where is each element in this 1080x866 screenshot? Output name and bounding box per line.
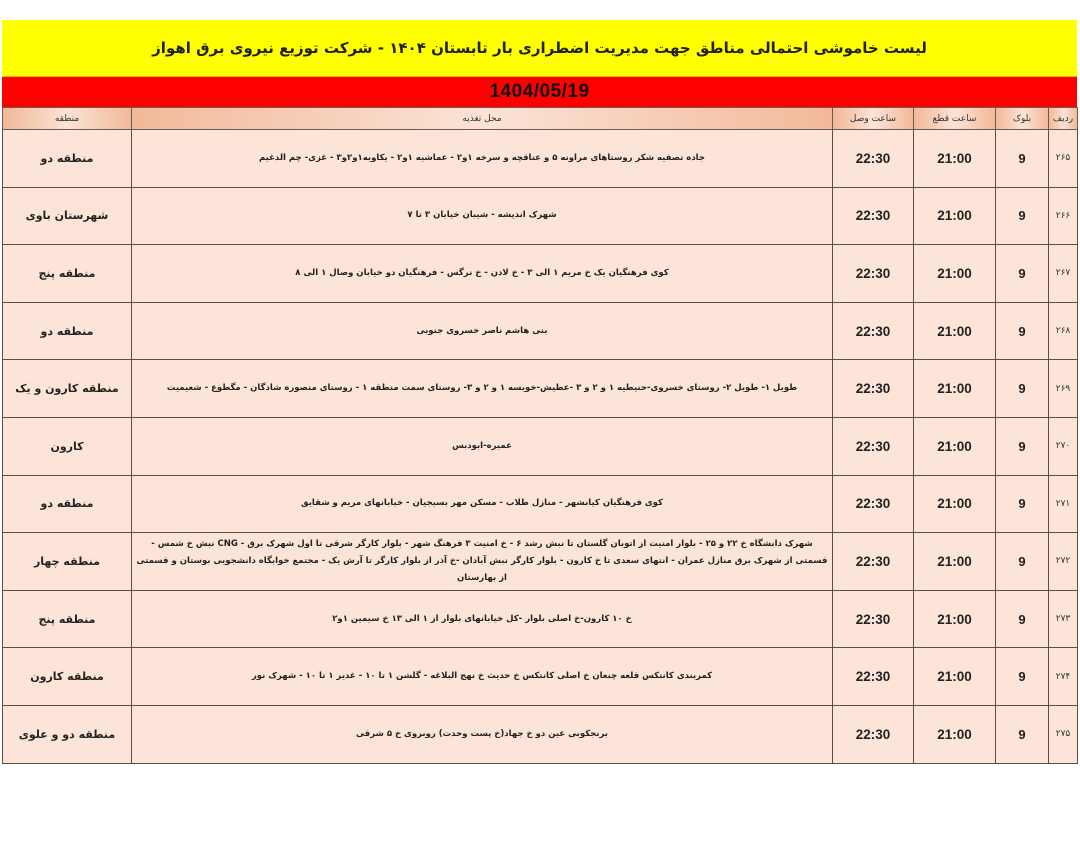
- table-cell-location: برنجکوبی عین دو خ جهاد(خ پست وحدت) روبروی خ ۵ شرقی: [132, 705, 833, 763]
- table-row: [3, 417, 1078, 475]
- table-cell-block: 9: [996, 302, 1049, 360]
- table-row: [3, 360, 1078, 418]
- table-cell-location: شهرک اندیشه - شیبان خیابان ۳ تا ۷: [132, 187, 833, 245]
- table-cell-row-number: ۲۶۶: [1049, 187, 1078, 245]
- table-cell-off-time: 21:00: [914, 417, 996, 475]
- table-cell-block: 9: [996, 533, 1049, 591]
- table-cell-on-time: 22:30: [833, 648, 914, 706]
- table-cell-on-time: 22:30: [833, 533, 914, 591]
- table-cell-off-time: 21:00: [914, 648, 996, 706]
- table-cell-off-time: 21:00: [914, 705, 996, 763]
- table-cell-off-time: 21:00: [914, 475, 996, 533]
- table-cell-off-time: 21:00: [914, 590, 996, 648]
- table-cell-row-number: ۲۶۹: [1049, 360, 1078, 418]
- title-banner: [2, 20, 1077, 77]
- table-cell-on-time: 22:30: [833, 245, 914, 303]
- header-location: محل تغذیه: [132, 108, 833, 130]
- table-cell-off-time: 21:00: [914, 360, 996, 418]
- table-cell-region: منطقه دو و علوی: [3, 705, 132, 763]
- table-cell-on-time: 22:30: [833, 705, 914, 763]
- table-cell-block: 9: [996, 245, 1049, 303]
- header-on-time: ساعت وصل: [833, 108, 914, 130]
- table-cell-off-time: 21:00: [914, 302, 996, 360]
- table-row: [3, 187, 1078, 245]
- table-cell-location: کمربندی کانتکس قلعه چنعان خ اصلی کانتکس خ حدیث خ نهج البلاغه - گلشن ۱ تا ۱۰ - غدیر ۱ تا ۱۰ - شهرک نور: [132, 648, 833, 706]
- table-row: [3, 245, 1078, 303]
- table-cell-region: منطقه دو: [3, 302, 132, 360]
- table-row: [3, 475, 1078, 533]
- table-cell-on-time: 22:30: [833, 302, 914, 360]
- table-cell-block: 9: [996, 590, 1049, 648]
- table-cell-region: منطقه کارون: [3, 648, 132, 706]
- table-cell-block: 9: [996, 360, 1049, 418]
- table-cell-on-time: 22:30: [833, 360, 914, 418]
- table-cell-block: 9: [996, 130, 1049, 188]
- table-cell-region: منطقه پنج: [3, 245, 132, 303]
- header-off-time: ساعت قطع: [914, 108, 996, 130]
- table-cell-row-number: ۲۷۱: [1049, 475, 1078, 533]
- table-row: [3, 705, 1078, 763]
- table-cell-region: منطقه دو: [3, 475, 132, 533]
- table-cell-row-number: ۲۷۵: [1049, 705, 1078, 763]
- table-cell-location: کوی فرهنگیان یک خ مریم ۱ الی ۳ - خ لادن - خ نرگس - فرهنگیان دو خیابان وصال ۱ الی ۸: [132, 245, 833, 303]
- table-cell-location: بنی هاشم ناصر خسروی جنوبی: [132, 302, 833, 360]
- table-cell-off-time: 21:00: [914, 245, 996, 303]
- table-cell-block: 9: [996, 705, 1049, 763]
- table-row: [3, 590, 1078, 648]
- table-cell-region: منطقه کارون و یک: [3, 360, 132, 418]
- table-cell-off-time: 21:00: [914, 130, 996, 188]
- table-cell-block: 9: [996, 187, 1049, 245]
- table-row: [3, 302, 1078, 360]
- table-row: [3, 130, 1078, 188]
- table-cell-off-time: 21:00: [914, 187, 996, 245]
- table-row: [3, 533, 1078, 591]
- table-cell-row-number: ۲۷۳: [1049, 590, 1078, 648]
- outage-table: [2, 107, 1078, 764]
- table-cell-region: منطقه دو: [3, 130, 132, 188]
- table-cell-location: عمیره-ابودبس: [132, 417, 833, 475]
- table-cell-row-number: ۲۷۴: [1049, 648, 1078, 706]
- table-cell-on-time: 22:30: [833, 590, 914, 648]
- table-cell-block: 9: [996, 417, 1049, 475]
- table-cell-region: کارون: [3, 417, 132, 475]
- table-header-row: [3, 108, 1078, 130]
- table-cell-location: کوی فرهنگیان کیانشهر - منازل طلاب - مسکن مهر بسیجیان - خیابانهای مریم و شقایق: [132, 475, 833, 533]
- document-title: لیست خاموشی احتمالی مناطق جهت مدیریت اضطراری بار تابستان ۱۴۰۴ - شرکت توزیع نیروی برق اهواز: [152, 39, 927, 57]
- table-cell-on-time: 22:30: [833, 417, 914, 475]
- date-banner: [2, 77, 1077, 107]
- table-cell-row-number: ۲۷۲: [1049, 533, 1078, 591]
- table-cell-block: 9: [996, 475, 1049, 533]
- table-cell-region: شهرستان باوی: [3, 187, 132, 245]
- table-cell-row-number: ۲۶۷: [1049, 245, 1078, 303]
- table-cell-location: طویل ۱- طویل ۲- روستای خسروی-حنیطیه ۱ و ۲ و ۳ -عطیش-خویسه ۱ و ۲ و ۳- روستای سمت منطقه ۱ - روستای منصوره شادگان - مگطوع - شعیمیت: [132, 360, 833, 418]
- table-cell-location: شهرک دانشگاه خ ۲۲ و ۲۵ - بلوار امنیت از اتوبان گلستان تا نبش رشد ۶ - خ امنیت ۳ فرهنگ شهر - بلوار کارگر شرقی تا اول شهرک برق - CNG نبش خ شمس - قسمتی از شهرک برق منازل عمران - انتهای سعدی تا خ کارون - بلوار کارگر نبش آبادان -خ آذر از بلوار کارگر تا آرش یک - مجتمع خوابگاه دانشجویی بوستان و قسمتی از بهارستان: [132, 533, 833, 591]
- table-cell-region: منطقه پنج: [3, 590, 132, 648]
- document-date: 1404/05/19: [489, 81, 590, 102]
- table-cell-on-time: 22:30: [833, 187, 914, 245]
- table-cell-location: جاده تصفیه شکر روستاهای مراونه ۵ و عناقچه و سرخه ۱و۲ - عماشیه ۱و۲ - یکاویه۱و۲و۳ - غزی- چم الدغیم: [132, 130, 833, 188]
- header-row-number: ردیف: [1049, 108, 1078, 130]
- table-cell-on-time: 22:30: [833, 475, 914, 533]
- table-cell-location: خ ۱۰ کارون-خ اصلی بلوار -کل خیابانهای بلوار از ۱ الی ۱۳ خ سیمین ۱و۲: [132, 590, 833, 648]
- header-region: منطقه: [3, 108, 132, 130]
- table-cell-region: منطقه چهار: [3, 533, 132, 591]
- table-cell-row-number: ۲۶۵: [1049, 130, 1078, 188]
- outage-sheet: [2, 20, 1077, 764]
- table-cell-row-number: ۲۷۰: [1049, 417, 1078, 475]
- table-row: [3, 648, 1078, 706]
- table-cell-block: 9: [996, 648, 1049, 706]
- table-cell-off-time: 21:00: [914, 533, 996, 591]
- header-block: بلوک: [996, 108, 1049, 130]
- table-cell-on-time: 22:30: [833, 130, 914, 188]
- table-cell-row-number: ۲۶۸: [1049, 302, 1078, 360]
